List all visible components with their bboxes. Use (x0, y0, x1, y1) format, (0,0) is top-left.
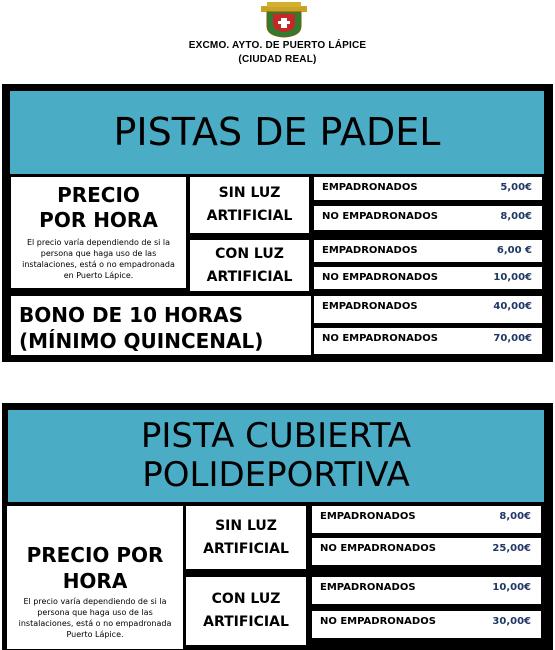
padel-precio-cell (10, 176, 187, 289)
rate-label: NO EMPADRONADOS (322, 333, 438, 344)
padel-title-banner (8, 89, 546, 176)
padel-bono-cell (10, 295, 312, 356)
rate-price: 70,00€ (493, 333, 532, 344)
rate-price: 10,00€ (493, 272, 532, 283)
cubierta-sin-luz-1: SIN LUZ (215, 517, 277, 534)
rate-price: 6,00 € (496, 245, 532, 256)
padel-bono-no-empadronados-row (313, 327, 543, 355)
rate-label: NO EMPADRONADOS (322, 211, 438, 222)
rate-price: 30,00€ (492, 616, 531, 627)
cubierta-sin-luz-2: ARTIFICIAL (203, 540, 289, 557)
cubierta-title-line1: PISTA CUBIERTA (140, 415, 412, 456)
cubierta-precio-note: El precio varía dependiendo de si la persona que haga uso de las instalaciones, está o no empadronada Puerto Lápice. (18, 597, 172, 639)
padel-title: PISTAS DE PADEL (113, 109, 441, 154)
cubierta-sin-luz-cell (185, 505, 307, 570)
padel-bono-line2: (MÍNIMO QUINCENAL) (19, 329, 264, 353)
padel-sin-luz-no-empadronados-row (313, 205, 543, 231)
cubierta-con-luz-cell (185, 576, 307, 646)
town-crest-icon (259, 2, 309, 38)
rate-label: EMPADRONADOS (322, 245, 418, 256)
rate-price: 8,00€ (499, 511, 531, 522)
org-province: (CIUDAD REAL) (238, 54, 317, 65)
rate-label: EMPADRONADOS (322, 301, 418, 312)
rate-label: EMPADRONADOS (320, 582, 416, 593)
rate-label: EMPADRONADOS (320, 511, 416, 522)
rate-label: NO EMPADRONADOS (320, 543, 436, 554)
padel-precio-note: El precio varía dependiendo de si la persona que haga uso de las instalaciones, está o no empadronada en Puerto Lápice. (22, 238, 175, 280)
padel-con-luz-1: CON LUZ (215, 245, 284, 262)
rate-price: 10,00€ (492, 582, 531, 593)
padel-bono-line1: BONO DE 10 HORAS (19, 303, 243, 327)
padel-sin-luz-2: ARTIFICIAL (206, 208, 293, 224)
cubierta-con-luz-empadronados-row (311, 576, 542, 605)
rate-price: 8,00€ (500, 211, 532, 222)
padel-sin-luz-empadronados-row (313, 176, 543, 201)
cubierta-sin-luz-no-empadronados-row (311, 537, 542, 566)
cubierta-precio-line2: HORA (62, 569, 128, 593)
rate-label: NO EMPADRONADOS (320, 616, 436, 627)
padel-sin-luz-1: SIN LUZ (218, 185, 281, 201)
cubierta-con-luz-no-empadronados-row (311, 610, 542, 639)
cubierta-title-banner (6, 408, 546, 504)
cubierta-title-line2: POLIDEPORTIVA (142, 455, 410, 495)
cubierta-precio-cell (6, 505, 184, 650)
padel-con-luz-no-empadronados-row (313, 266, 543, 290)
rate-label: NO EMPADRONADOS (322, 272, 438, 283)
padel-precio-line2: POR HORA (39, 208, 158, 232)
padel-precio-line1: PRECIO (57, 183, 140, 207)
padel-con-luz-empadronados-row (313, 239, 543, 263)
org-name: EXCMO. AYTO. DE PUERTO LÁPICE (188, 40, 367, 51)
rate-price: 5,00€ (500, 182, 532, 193)
cubierta-sin-luz-empadronados-row (311, 505, 542, 534)
rate-price: 40,00€ (493, 301, 532, 312)
cubierta-con-luz-1: CON LUZ (211, 591, 281, 607)
rate-price: 25,00€ (492, 543, 531, 554)
padel-con-luz-2: ARTIFICIAL (206, 268, 293, 285)
padel-con-luz-cell (189, 239, 310, 292)
padel-sin-luz-cell (189, 176, 310, 234)
rate-label: EMPADRONADOS (322, 182, 418, 193)
padel-bono-empadronados-row (313, 295, 543, 324)
cubierta-con-luz-2: ARTIFICIAL (203, 614, 289, 630)
cubierta-precio-line1: PRECIO POR (26, 543, 164, 567)
